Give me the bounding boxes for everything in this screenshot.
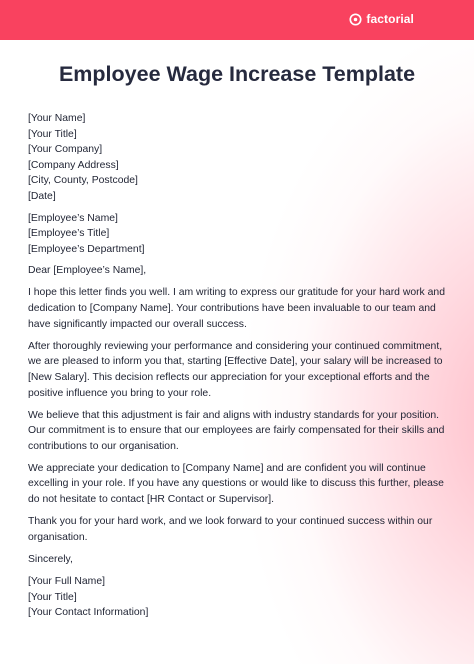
sender-address (28, 111, 456, 205)
brand-header-bar (0, 0, 474, 40)
sender-line: [Your Title] (28, 128, 77, 140)
recipient-address (28, 211, 456, 258)
closing: Sincerely, (28, 553, 73, 565)
recipient-line: [Employee’s Department] (28, 243, 145, 255)
signature-line: [Your Title] (28, 591, 77, 603)
signature-block (28, 574, 456, 621)
signature-line: [Your Contact Information] (28, 607, 149, 619)
signature-line: [Your Full Name] (28, 575, 106, 587)
sender-line: [Your Name] (28, 113, 86, 124)
sender-line: [Your Company] (28, 144, 103, 156)
sender-line: [Date] (28, 190, 56, 202)
letter-paragraph: We believe that this adjustment is fair and aligns with industry standards for your position. Our commitment is to ensure that our employees are fairly compensated for their skills and contributions to our organisation. (28, 409, 445, 452)
letter-paragraph: I hope this letter finds you well. I am writing to express our gratitude for your hard work and dedication to [Company Name]. Your contributions have been invaluable to our team and have significantly impacted our overall success. (28, 287, 445, 330)
letter-paragraph: Thank you for your hard work, and we look forward to your continued success within our organisation. (28, 516, 433, 543)
recipient-line: [Employee’s Title] (28, 228, 110, 240)
recipient-line: [Employee’s Name] (28, 212, 118, 224)
sender-line: [Company Address] (28, 159, 119, 171)
sender-line: [City, County, Postcode] (28, 175, 138, 187)
factorial-logo-icon (349, 13, 362, 26)
letter-body (28, 111, 456, 627)
letter-paragraph: We appreciate your dedication to [Company Name] and are confident you will continue excelling in your role. If you have any questions or would like to discuss this further, please do not hesitate to contact [HR Contact or Supervisor]. (28, 462, 444, 506)
letter-paragraph: After thoroughly reviewing your performance and considering your continued commitment, we are pleased to inform you that, starting [Effective Date], your salary will be increased to [New Salary]. This decision reflects our appreciation for your exceptional efforts and the positive influence you bring to your role. (28, 340, 443, 399)
page-title: Employee Wage Increase Template (58, 62, 416, 86)
brand-logo[interactable] (349, 12, 414, 26)
salutation: Dear [Employee’s Name], (28, 265, 147, 277)
brand-name: factorial (366, 12, 414, 26)
